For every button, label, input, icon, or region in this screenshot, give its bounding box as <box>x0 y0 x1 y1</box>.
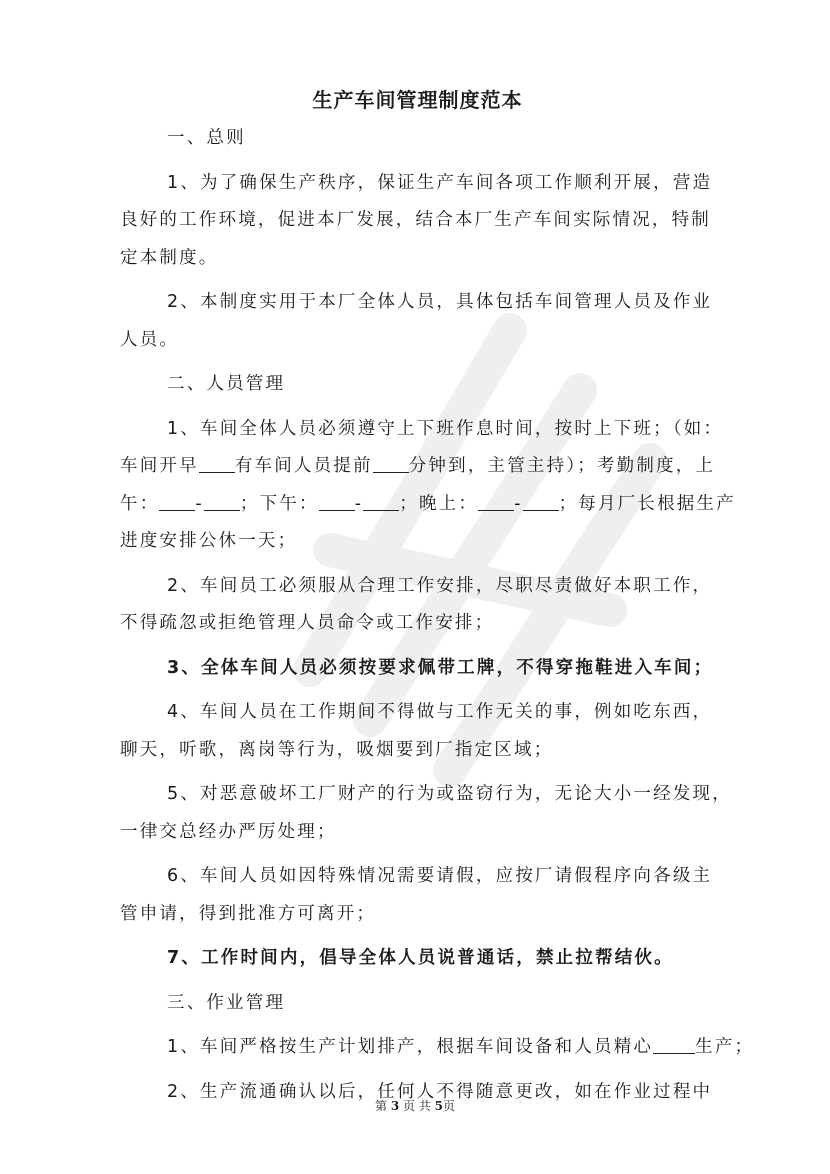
paragraph-line: 5、对恶意破坏工厂财产的行为或盗窃行为，无论大小一经发现， <box>167 784 732 804</box>
paragraph-line: 1、车间全体人员必须遵守上下班作息时间，按时上下班；（如： <box>167 418 724 439</box>
paragraph-line-with-blanks <box>120 1029 755 1067</box>
fill-blank <box>478 488 514 511</box>
text-fragment: 车间开早 <box>120 456 199 476</box>
text-fragment: ；下午： <box>239 493 319 514</box>
paragraph-line: 人员。 <box>120 329 180 350</box>
paragraph-line-with-blanks <box>120 486 736 524</box>
paragraph-line: 2、生产流通确认以后，任何人不得随意更改，如在作业过程中 <box>167 1081 713 1102</box>
text-fragment: 1、车间严格按生产计划排产，根据车间设备和人员精心 <box>167 1037 654 1057</box>
paragraph-line: 管申请，得到批准方可离开； <box>120 903 377 924</box>
paragraph-line-bold: 7、工作时间内，倡导全体人员说普通话，禁止拉帮结伙。 <box>167 948 674 968</box>
text-fragment: - <box>514 493 523 514</box>
document-page <box>120 80 755 1111</box>
text-fragment: 午： <box>120 493 160 514</box>
text-fragment: - <box>195 493 204 514</box>
section-heading-personnel: 二、人员管理 <box>167 374 286 394</box>
page-footer <box>0 1097 830 1114</box>
document-title: 生产车间管理制度范本 <box>312 88 523 112</box>
section-heading-general: 一、总则 <box>167 128 246 148</box>
paragraph-line-with-blanks <box>120 448 715 486</box>
paragraph-line-bold: 3、全体车间人员必须按要求佩带工牌，不得穿拖鞋进入车间； <box>167 657 714 678</box>
paragraph-line: 一律交总经办严厉处理； <box>120 821 337 842</box>
current-page-number: 3 <box>390 1099 400 1113</box>
fill-blank <box>319 488 355 511</box>
total-page-count: 5 <box>434 1099 444 1113</box>
paragraph-line: 2、车间员工必须服从合理工作安排，尽职尽责做好本职工作， <box>167 575 713 596</box>
text-fragment: 分钟到，主管主持）；考勤制度，上 <box>408 456 716 476</box>
text-fragment: - <box>354 493 364 514</box>
section-heading-operations: 三、作业管理 <box>167 992 286 1013</box>
paragraph-line: 6、车间人员如因特殊情况需要请假，应按厂请假程序向各级主 <box>167 866 713 886</box>
text-fragment: 有车间人员提前 <box>234 456 373 476</box>
text-fragment: ；晚上： <box>399 493 479 514</box>
paragraph-line: 良好的工作环境，促进本厂发展，结合本厂生产车间实际情况，特制 <box>120 210 711 230</box>
fill-blank <box>523 488 559 511</box>
paragraph-line: 不得疏忽或拒绝管理人员命令或工作安排； <box>120 613 495 633</box>
fill-blank <box>363 488 399 511</box>
paragraph-line: 进度安排公休一天； <box>120 531 298 551</box>
footer-text: 页 <box>443 1099 456 1113</box>
fill-blank <box>199 450 235 473</box>
footer-text: 页 共 <box>403 1099 431 1113</box>
paragraph-line: 1、为了确保生产秩序，保证生产车间各项工作顺利开展，营造 <box>167 172 713 193</box>
fill-blank <box>373 450 409 473</box>
text-fragment: ；每月厂长根据生产 <box>558 493 736 514</box>
fill-blank <box>159 488 195 511</box>
paragraph-line: 聊天，听歌，离岗等行为，吸烟要到厂指定区域； <box>120 739 554 760</box>
paragraph-line: 4、车间人员在工作期间不得做与工作无关的事，例如吃东西， <box>167 702 713 722</box>
fill-blank <box>653 1031 695 1054</box>
paragraph-line: 定本制度。 <box>120 247 219 268</box>
footer-text: 第 <box>374 1099 387 1113</box>
text-fragment: 生产； <box>695 1037 755 1057</box>
paragraph-line: 2、本制度实用于本厂全体人员，具体包括车间管理人员及作业 <box>167 292 713 312</box>
fill-blank <box>204 488 240 511</box>
